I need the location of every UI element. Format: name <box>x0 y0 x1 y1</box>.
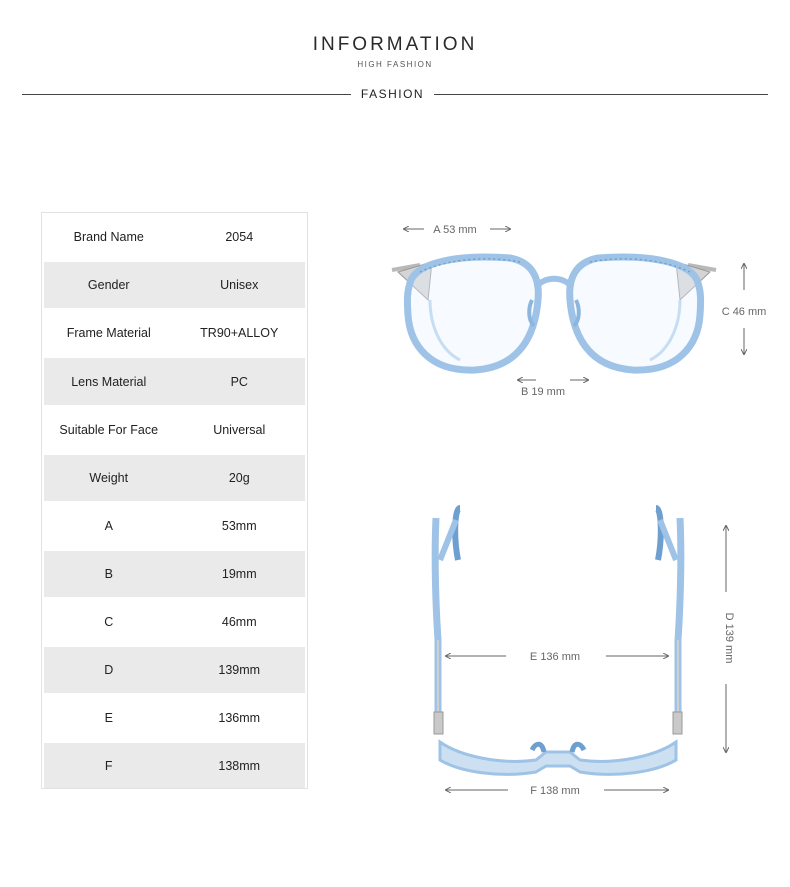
dim-c-label: C 46 mm <box>721 306 767 318</box>
spec-label: A <box>104 519 113 533</box>
spec-label: Lens Material <box>71 374 147 389</box>
front-view-glasses <box>392 257 716 370</box>
spec-value: TR90+ALLOY <box>200 326 279 340</box>
spec-value: Universal <box>213 423 266 437</box>
spec-value: 138mm <box>218 758 261 773</box>
dim-e-label: E 136 mm <box>529 651 581 663</box>
spec-label: Brand Name <box>73 230 144 244</box>
spec-value: 2054 <box>225 230 254 244</box>
spec-label: B <box>104 567 113 581</box>
spec-value: Unisex <box>220 278 259 292</box>
page-subtitle: HIGH FASHION <box>357 60 433 69</box>
spec-label: Frame Material <box>66 326 151 340</box>
spec-label: F <box>104 758 113 773</box>
spec-value: 19mm <box>221 567 257 581</box>
spec-label: Gender <box>87 278 130 292</box>
section-label: FASHION <box>360 87 425 101</box>
dim-a-label: A 53 mm <box>433 224 477 236</box>
dim-f-label: F 138 mm <box>530 785 580 797</box>
spec-value: PC <box>230 374 248 389</box>
spec-value: 136mm <box>218 711 261 725</box>
spec-value: 53mm <box>221 519 257 533</box>
spec-label: Suitable For Face <box>59 423 159 437</box>
dim-d-label: D 139 mm <box>723 612 735 664</box>
top-view-glasses <box>434 508 682 774</box>
page-title: INFORMATION <box>312 34 478 55</box>
dim-b-label: B 19 mm <box>520 386 566 398</box>
spec-value: 46mm <box>221 615 257 629</box>
spec-value: 20g <box>228 471 250 485</box>
spec-label: D <box>104 663 114 677</box>
spec-label: Weight <box>89 471 129 485</box>
spec-label: E <box>104 711 113 725</box>
spec-label: C <box>104 615 114 629</box>
spec-value: 139mm <box>218 663 261 677</box>
